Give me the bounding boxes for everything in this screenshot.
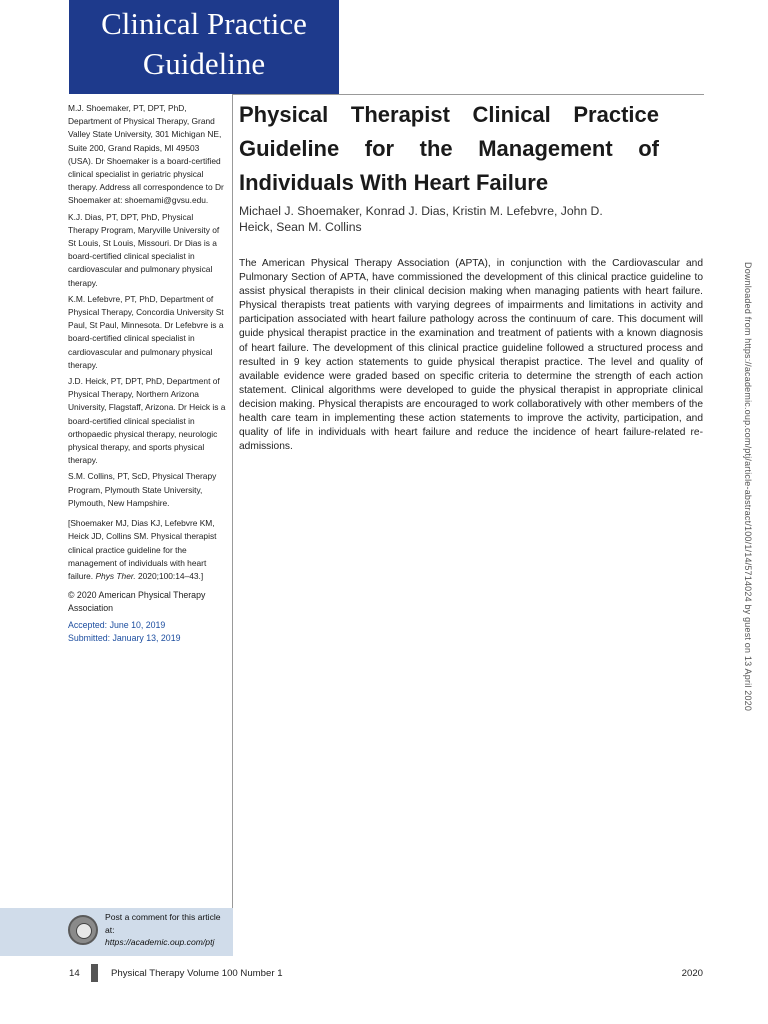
banner-line-1: Clinical Practice	[101, 6, 307, 41]
comment-seal-icon	[68, 915, 98, 945]
author-sidebar	[68, 102, 226, 645]
affiliation-heick: J.D. Heick, PT, DPT, PhD, Department of Physical Therapy, Northern Arizona University, Flagstaff, Arizona. Dr Heick is a board-certified clinical specialist in orthopaedic physical therapy, neurologic physical therapy, and sports physical therapy.	[68, 376, 226, 466]
footer-bar	[91, 964, 98, 982]
affiliation-shoemaker: M.J. Shoemaker, PT, DPT, PhD, Department of Physical Therapy, Grand Valley State University, 301 Michigan NE, Suite 200, Grand Rapids, MI 49503 (USA). Dr Shoemaker is a board-certified clinical specialist in geriatric physical therapy. Address all correspondence to Dr Shoemaker at: shoemami@gvsu.edu.	[68, 103, 224, 206]
citation	[68, 517, 226, 583]
comment-text: Post a comment for this article at:	[105, 912, 221, 935]
comment-link[interactable]: https://academic.oup.com/ptj	[105, 937, 215, 948]
affiliation-lefebvre: K.M. Lefebvre, PT, PhD, Department of Physical Therapy, Concordia University St Paul, St Paul, Minnesota. Dr Lefebvre is a board-certified clinical specialist in cardiovascular and pulmonary physical therapy.	[68, 293, 224, 370]
download-watermark: Downloaded from https://academic.oup.com/ptj/article-abstract/100/1/14/5714024 by guest on 13 April 2020	[743, 262, 753, 712]
section-banner	[69, 0, 339, 94]
accepted-date: Accepted: June 10, 2019	[68, 619, 166, 630]
banner-line-2: Guideline	[142, 46, 266, 81]
affiliation-dias: K.J. Dias, PT, DPT, PhD, Physical Therapy Program, Maryville University of St Louis, St Louis, Missouri. Dr Dias is a board-certified clinical specialist in cardiovascular and pulmonary physical therapy.	[68, 211, 220, 288]
footer-year: 2020	[681, 968, 703, 979]
article-title: Physical Therapist Clinical Practice Guideline for the Management of Individuals With Heart Failure	[239, 102, 659, 195]
page-number: 14	[69, 968, 80, 979]
abstract: The American Physical Therapy Association (APTA), in conjunction with the Cardiovascular and Pulmonary Section of APTA, have commissioned the development of this clinical practice guideline to assist physical therapists in their clinical decision making when managing patients with heart failure. Physical therapists treat patients with varying degrees of impairments and limitations in activity and participation associated with heart failure pathology across the continuum of care. This document will guide physical therapist practice in the examination and treatment of patients with a known diagnosis of heart failure. The development of this clinical practice guideline followed a structured process and resulted in 9 key action statements to guide physical therapist practice. The level and quality of available evidence were graded based on specific criteria to determine the strength of each action statement. Clinical algorithms were developed to guide the physical therapist in appropriate clinical decision making. Physical therapists are encouraged to work collaboratively with other members of the health care team in implementing these action statements to improve the activity, participation, and quality of life in individuals with heart failure and reduce the incidence of heart failure-related re-admissions.	[239, 258, 703, 453]
comment-prompt	[105, 911, 230, 949]
citation-volume: 2020;100:14–43.]	[135, 570, 204, 581]
affiliation-collins: S.M. Collins, PT, ScD, Physical Therapy Program, Plymouth State University, Plymouth, New Hampshire.	[68, 471, 217, 508]
copyright-notice: © 2020 American Physical Therapy Association	[68, 590, 206, 614]
journal-info: Physical Therapy Volume 100 Number 1	[111, 968, 283, 979]
header-divider	[233, 94, 704, 95]
citation-text: [Shoemaker MJ, Dias KJ, Lefebvre KM, Heick JD, Collins SM. Physical therapist clinical practice guideline for the management of individuals with heart failure.	[68, 518, 217, 581]
submitted-date: Submitted: January 13, 2019	[68, 632, 181, 643]
column-divider	[232, 94, 233, 956]
page-footer	[69, 966, 703, 982]
citation-journal: Phys Ther.	[95, 570, 136, 581]
author-list: Michael J. Shoemaker, Konrad J. Dias, Kristin M. Lefebvre, John D. Heick, Sean M. Collins	[239, 204, 603, 234]
